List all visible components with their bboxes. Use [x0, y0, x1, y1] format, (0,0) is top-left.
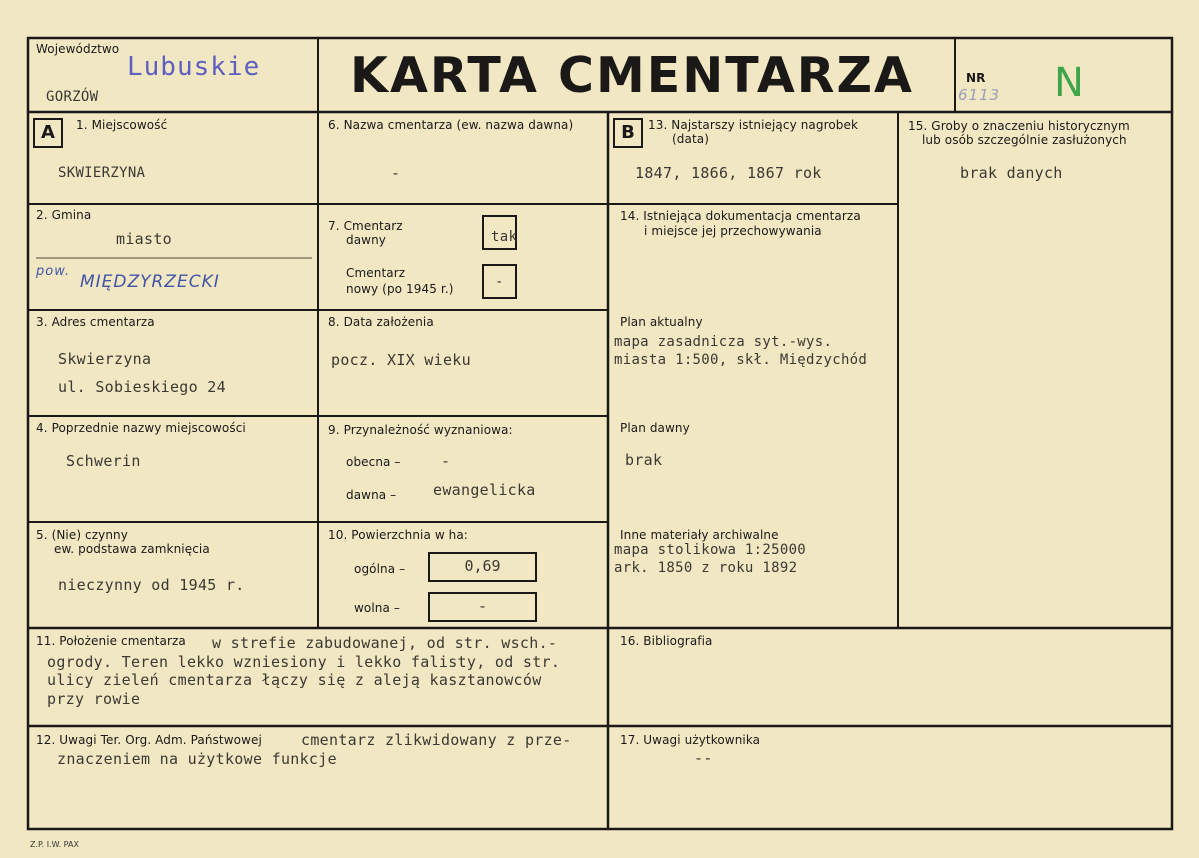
f9-obecna-value: -	[441, 452, 451, 470]
f3-line1: Skwierzyna	[58, 350, 152, 368]
f10-ogolna-value: 0,69	[428, 552, 537, 582]
f14-inne-label: Inne materiały archiwalne	[620, 528, 779, 542]
f9-dawna-label: dawna –	[346, 488, 397, 502]
f8-label: 8. Data założenia	[328, 315, 434, 329]
nr-pencil: 6113	[958, 86, 1001, 104]
f11-line1: w strefie zabudowanej, od str. wsch.-	[212, 634, 558, 652]
f3-label: 3. Adres cmentarza	[36, 315, 155, 329]
f3-line2: ul. Sobieskiego 24	[58, 378, 226, 396]
f13-label-1: 13. Najstarszy istniejący nagrobek	[648, 118, 859, 132]
f14-label-2: i miejsce jej przechowywania	[644, 224, 822, 238]
f15-label-2: lub osób szczególnie zasłużonych	[922, 133, 1127, 147]
section-a-marker: A	[33, 118, 63, 148]
f13-value: 1847, 1866, 1867 rok	[635, 164, 822, 182]
nr-label: NR	[966, 71, 986, 85]
f2-pow-prefix: pow.	[36, 264, 71, 279]
f5-label-1: 5. (Nie) czynny	[36, 528, 128, 542]
f16-label: 16. Bibliografia	[620, 634, 713, 648]
f6-label: 6. Nazwa cmentarza (ew. nazwa dawna)	[328, 118, 574, 132]
f9-dawna-value: ewangelicka	[433, 481, 536, 499]
f5-label-2: ew. podstawa zamknięcia	[54, 542, 210, 556]
f4-label: 4. Poprzednie nazwy miejscowości	[36, 421, 246, 435]
f14-plan-aktualny-line2: miasta 1:500, skł. Międzychód	[614, 352, 868, 368]
f7-label-2: dawny	[346, 233, 386, 247]
f14-inne-line1: mapa stolikowa 1:25000	[614, 542, 807, 558]
voivodeship-sub: GORZÓW	[46, 89, 99, 105]
f2-value: miasto	[116, 230, 172, 248]
f15-value: brak danych	[960, 164, 1063, 182]
f7-dawny-value: tak	[491, 229, 518, 245]
f5-value: nieczynny od 1945 r.	[58, 576, 245, 594]
f2-pow-value: MIĘDZYRZECKI	[80, 272, 220, 292]
f6-value: -	[391, 164, 401, 182]
f11-line4: przy rowie	[47, 690, 141, 708]
nr-mark: N	[1054, 60, 1084, 106]
f2-label: 2. Gmina	[36, 208, 92, 222]
page-title: KARTA CMENTARZA	[350, 47, 914, 104]
f14-plan-aktualny-label: Plan aktualny	[620, 315, 703, 329]
f7-nowy-label-1: Cmentarz	[346, 266, 406, 280]
f15-label-1: 15. Groby o znaczeniu historycznym	[908, 119, 1130, 133]
f9-label: 9. Przynależność wyznaniowa:	[328, 423, 513, 437]
f7-label-1: 7. Cmentarz	[328, 219, 403, 233]
printer-footer: Z.P. I.W. PAX	[30, 840, 79, 849]
f10-label: 10. Powierzchnia w ha:	[328, 528, 468, 542]
f17-value: --	[694, 749, 713, 767]
f10-ogolna-label: ogólna –	[354, 562, 406, 576]
f11-line2: ogrody. Teren lekko wzniesiony i lekko falisty, od str.	[47, 653, 561, 671]
f14-plan-dawny-value: brak	[625, 451, 663, 469]
f1-value: SKWIERZYNA	[58, 165, 146, 181]
f17-label: 17. Uwagi użytkownika	[620, 733, 761, 747]
f7-nowy-label-2: nowy (po 1945 r.)	[346, 282, 454, 296]
f12-label: 12. Uwagi Ter. Org. Adm. Państwowej	[36, 733, 262, 747]
f10-wolna-label: wolna –	[354, 601, 400, 615]
f9-obecna-label: obecna –	[346, 455, 401, 469]
f12-line1: cmentarz zlikwidowany z prze-	[301, 731, 572, 749]
f14-label-1: 14. Istniejąca dokumentacja cmentarza	[620, 209, 861, 223]
voivodeship-label: Województwo	[36, 42, 120, 56]
f14-inne-line2: ark. 1850 z roku 1892	[614, 560, 798, 576]
f12-line2: znaczeniem na użytkowe funkcje	[57, 750, 337, 768]
voivodeship-stamp: Lubuskie	[127, 52, 261, 82]
f13-label-2: (data)	[672, 132, 709, 146]
f7-nowy-value: -	[495, 274, 504, 290]
f11-line3: ulicy zieleń cmentarza łączy się z aleją kasztanowców	[47, 671, 542, 689]
f4-value: Schwerin	[66, 452, 141, 470]
section-b-marker: B	[613, 118, 643, 148]
f14-plan-aktualny-line1: mapa zasadnicza syt.-wys.	[614, 334, 833, 350]
f11-label: 11. Położenie cmentarza	[36, 634, 186, 648]
f8-value: pocz. XIX wieku	[331, 351, 471, 369]
f10-wolna-value: -	[428, 592, 537, 622]
f14-plan-dawny-label: Plan dawny	[620, 421, 690, 435]
f1-label: 1. Miejscowość	[76, 118, 168, 132]
